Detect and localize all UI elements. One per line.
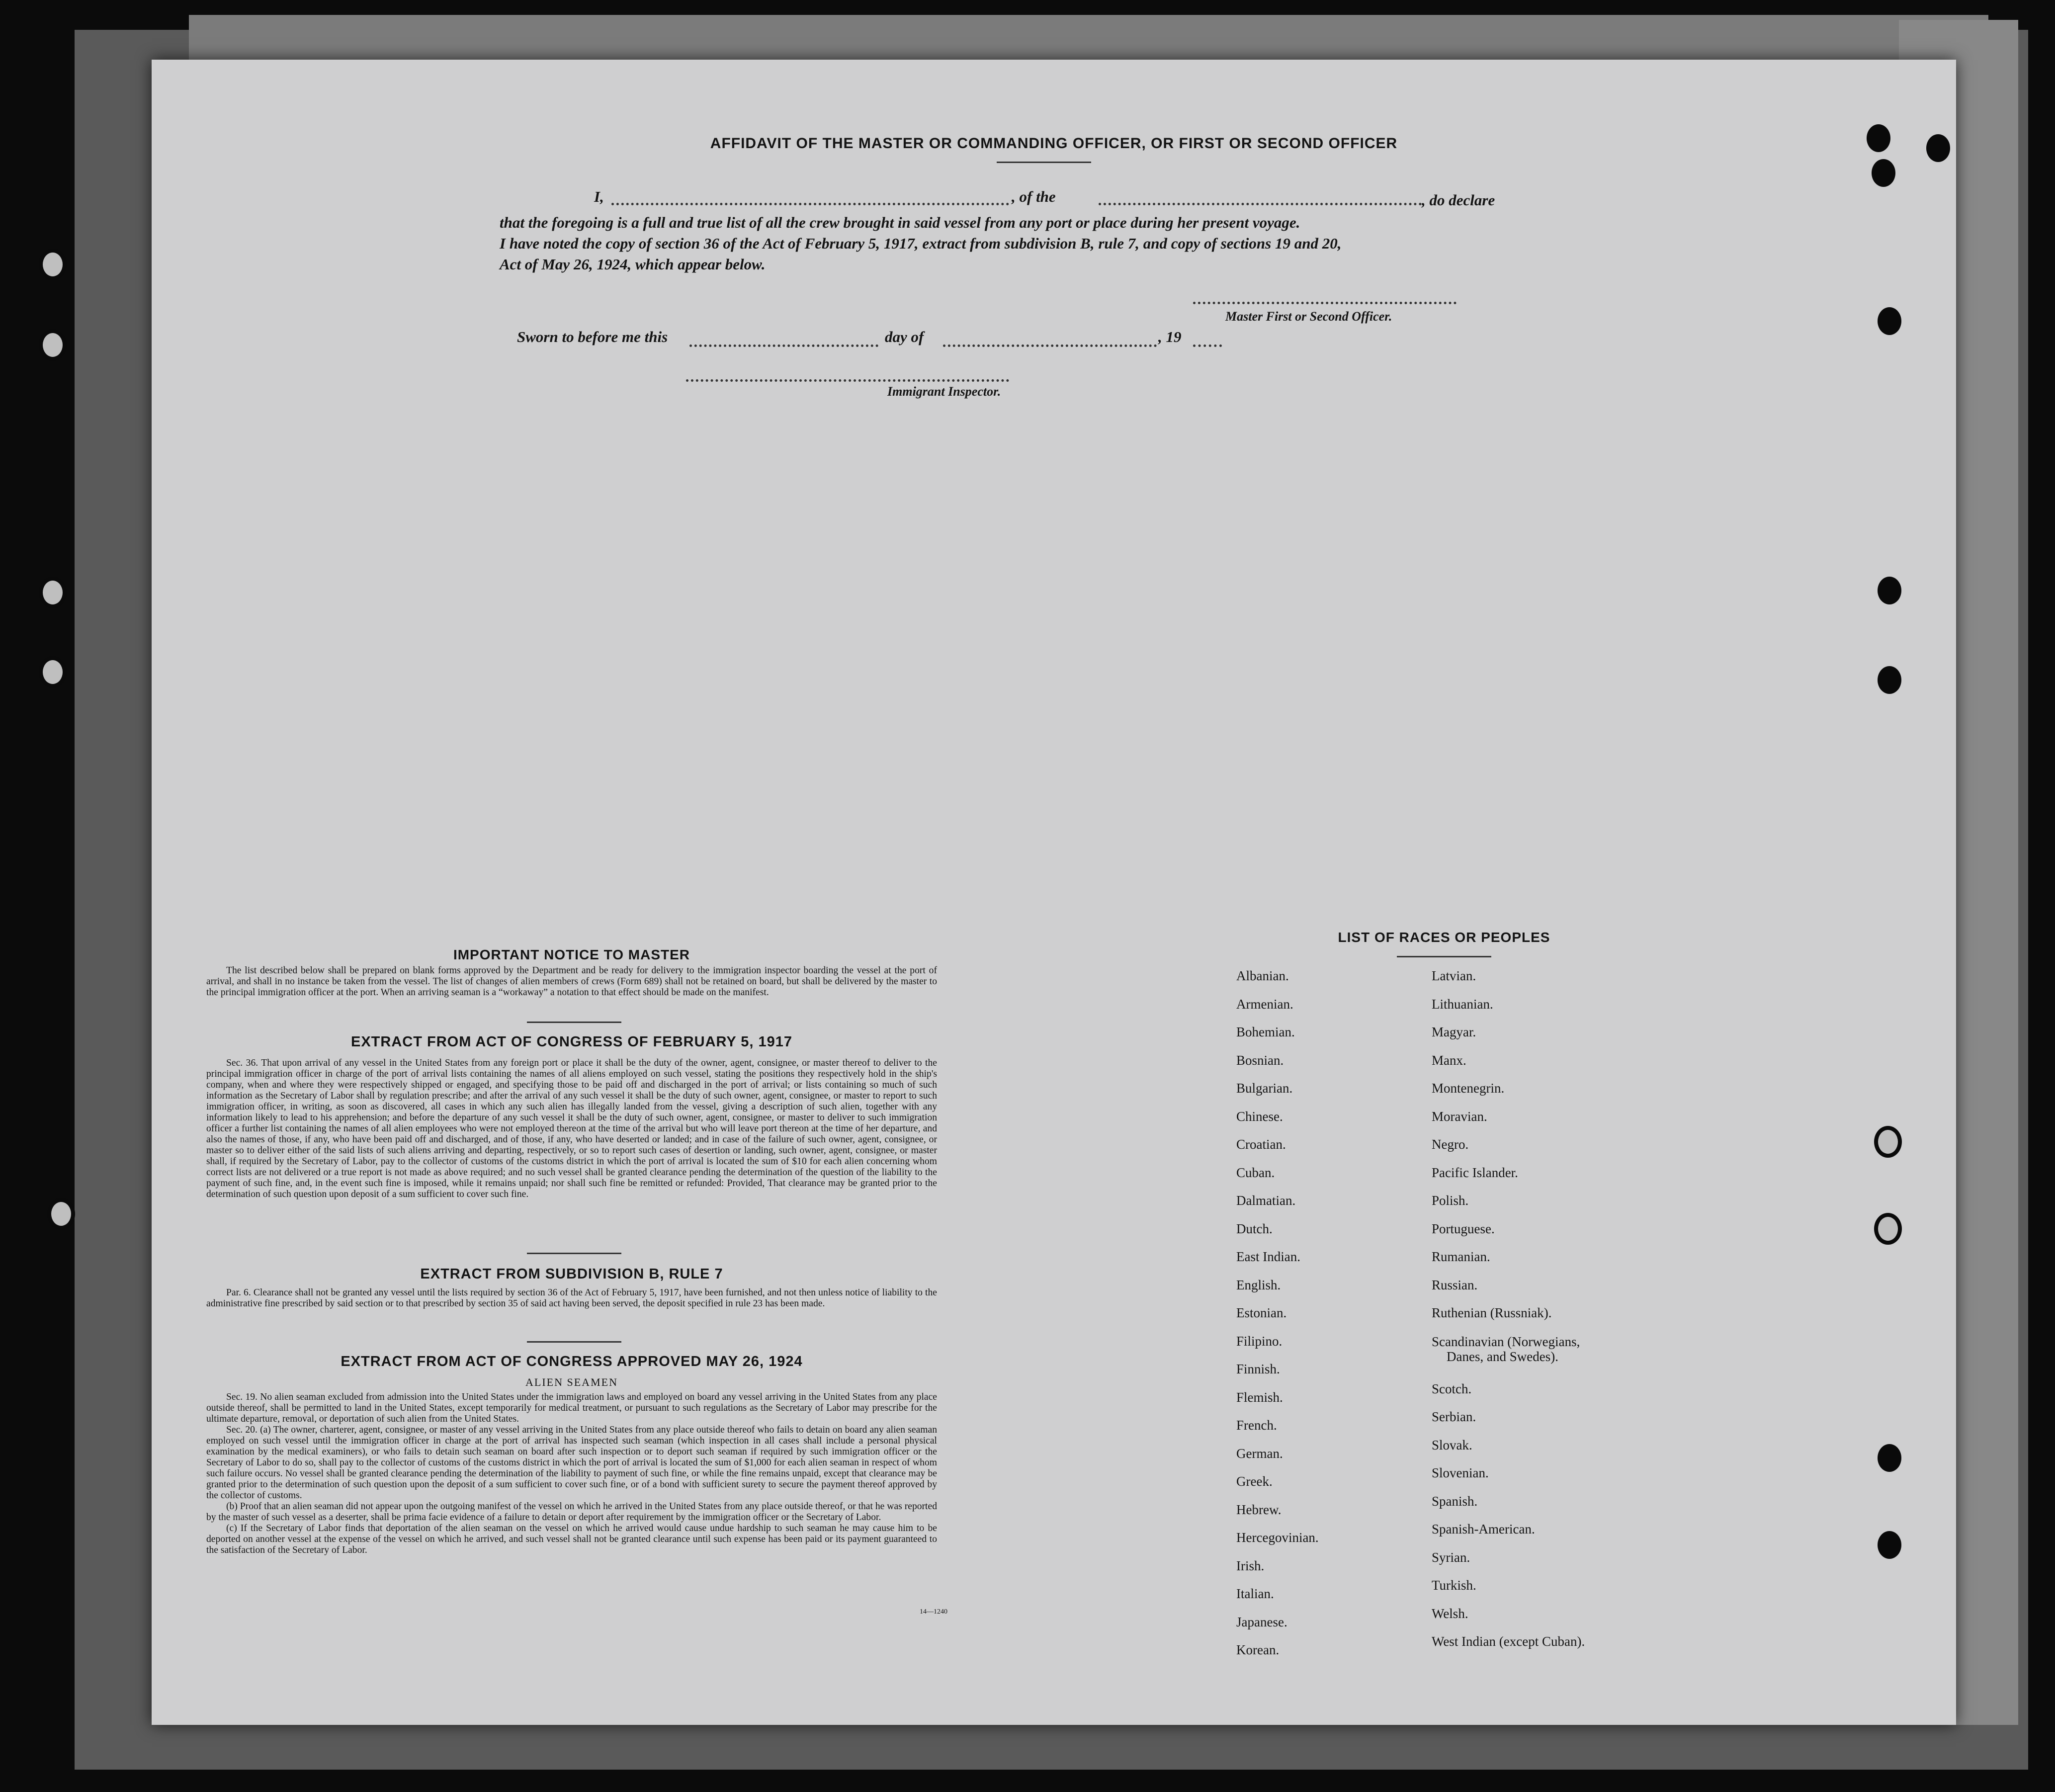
race-item-continued: Danes, and Swedes). [1447,1349,1558,1364]
affidavit-line-4: Act of May 26, 1924, which appear below. [500,256,766,273]
race-item: Japanese. [1236,1614,1287,1629]
race-item: Croatian. [1236,1137,1286,1152]
race-item: East Indian. [1236,1249,1300,1264]
race-item: Korean. [1236,1642,1280,1657]
race-item: Montenegrin. [1432,1081,1505,1096]
race-item: Syrian. [1432,1549,1470,1565]
punch-hole-ring [1874,1126,1902,1158]
race-item: Magyar. [1432,1024,1476,1039]
section-19-paragraph: Sec. 19. No alien seaman excluded from admission into the United States under the immigration laws and employed on board any vessel arriving in the United States from any place outside thereof, shall be permitted to land in the United States, except temporarily for medical treatment, or pursuant to such regulations as the Secretary of Labor may prescribe for the ultimate departure, removal, or deportation of such alien from the United States. [206,1392,937,1424]
divider [527,1022,621,1023]
section-20a-paragraph: Sec. 20. (a) The owner, charterer, agent, consignee, or master of any vessel arriving in the United States from any place outside thereof who fails to detain on board any alien seaman employed on such vessel until the immigration officer in charge at the port of arrival has inspected such seaman (which inspection in all cases shall include a personal physical examination by the medical examiners), or who fails to detain such seaman on board after such inspection or to deport such seaman if required by such immigration officer or the Secretary of Labor to do so, shall pay to the collector of customs of the customs district in which the port of arrival is located the sum of $1,000 for each alien seaman in respect of whom such failure occurs. No vessel shall be granted clearance pending the determination of the liability to payment of such fine, or while the fine remains unpaid, except that clearance may be granted prior to the determination of such question upon the deposit of a sum sufficient to cover such fine, or of a bond with sufficient surety to secure the payment thereof approved by the collector of customs. [206,1425,937,1501]
affidavit-of-label: , of the [1012,188,1056,205]
manifest-back-page [152,60,1956,1725]
alien-seamen-subtitle: ALIEN SEAMEN [525,1376,618,1388]
punch-hole-ring [39,329,67,361]
race-item: Armenian. [1236,996,1293,1012]
race-item: Lithuanian. [1432,996,1493,1012]
affidavit-declare-label: , do declare [1422,191,1495,209]
race-item: Russian. [1432,1277,1478,1292]
divider [997,162,1091,163]
race-item: Bosnian. [1236,1052,1284,1068]
punch-hole [1867,124,1890,152]
race-item: Polish. [1432,1193,1469,1208]
race-item: Hercegovinian. [1236,1530,1319,1545]
race-item: Turkish. [1432,1578,1476,1593]
year-field-line [1193,344,1222,347]
race-item: Scotch. [1432,1381,1472,1396]
notice-text [206,965,937,998]
race-item: Estonian. [1236,1305,1287,1320]
race-item: Latvian. [1432,968,1476,983]
inspector-signature-label: Immigrant Inspector. [887,384,1001,399]
punch-hole [1878,1531,1901,1559]
punch-hole-ring [47,1198,75,1230]
race-item: English. [1236,1277,1281,1292]
race-item: Dalmatian. [1236,1193,1296,1208]
race-item: Cuban. [1236,1165,1275,1180]
race-item: Hebrew. [1236,1502,1282,1517]
divider [527,1253,621,1254]
race-item: Bulgarian. [1236,1081,1293,1096]
races-title: LIST OF RACES OR PEOPLES [1338,930,1550,945]
name-field-line [611,203,1009,205]
divider [1397,956,1491,957]
extract-1924-text [206,1392,937,1556]
punch-hole-ring [39,577,67,608]
race-item: Negro. [1432,1137,1469,1152]
race-item: French. [1236,1418,1277,1433]
race-item: Portuguese. [1432,1221,1495,1236]
affidavit-line-2: that the foregoing is a full and true list of all the crew brought in said vessel from any port or place during her present voyage. [500,214,1300,231]
section-20b-paragraph: (b) Proof that an alien seaman did not appear upon the outgoing manifest of the vessel on which he arrived in the United States from any place outside thereof, or that he was reported by the master of such vessel as a deserter, shall be prima facie evidence of a failure to detain or deport after requirement by the immigration officer or the Secretary of Labor. [206,1501,937,1523]
race-item: Irish. [1236,1558,1265,1573]
month-field-line [943,344,1157,347]
affidavit-line-3: I have noted the copy of section 36 of the Act of February 5, 1917, extract from subdivision B, rule 7, and copy of sections 19 and 20, [500,235,1342,252]
punch-hole-ring [39,249,67,280]
race-item: Chinese. [1236,1109,1283,1124]
punch-hole-ring [1874,1213,1902,1245]
punch-hole [1878,1444,1901,1472]
race-item: West Indian (except Cuban). [1432,1634,1585,1649]
race-item: Flemish. [1236,1389,1283,1405]
rule-7-text [206,1287,937,1309]
extract-1917-text [206,1058,937,1200]
sworn-label: Sworn to before me this [517,328,668,345]
punch-hole [1878,577,1901,604]
section-36-paragraph: Sec. 36. That upon arrival of any vessel in the United States from any foreign port or place it shall be the duty of the owner, agent, consignee, or master thereof to deliver to the principal immigration officer in charge of the port of arrival lists containing the names of all aliens employed on such vessel, stating the positions they respectively hold in the ship's company, when and where they were respectively shipped or engaged, and specifying those to be paid off and discharged in the port of arrival; or lists containing so much of such information as the Secretary of Labor shall by regulation prescribe; and after the arrival of any such vessel it shall be the duty of such owner, agent, consignee, or master to report to such immigration officer, in writing, as soon as discovered, all cases in which any such alien has illegally landed from the vessel, giving a description of such alien, together with any information likely to lead to his apprehension; and before the departure of any such vessel it shall be the duty of such owner, agent, consignee, or master to deliver to such immigration officer a further list containing the names of all alien employees who were not employed thereon at the time of the arrival but who will leave port thereon at the time of her departure, and also the names of those, if any, who have been paid off and discharged, and of those, if any, who have deserted or landed; and in case of the failure of such owner, agent, consignee, or master so to deliver either of the said lists of such aliens arriving and departing, respectively, or so to report such cases of desertion or landing, such owner, agent, consignee, or master shall, if required by the Secretary of Labor, pay to the collector of customs of the customs district in which the port of arrival is located the sum of $10 for each alien concerning whom correct lists are not delivered or a true report is not made as above required; and no such vessel shall be granted clearance pending the determination of the question of the liability to the payment of such fine, and, in the event such fine is imposed, while it remains unpaid; nor shall such fine be remitted or refunded: Provided, That clearance may be granted prior to the determination of such question upon deposit of a sum sufficient to cover such fine. [206,1058,937,1199]
punch-hole [1878,307,1901,335]
race-item: Moravian. [1432,1109,1487,1124]
section-20c-paragraph: (c) If the Secretary of Labor finds that deportation of the alien seaman on the vessel on which he arrived would cause undue hardship to such seaman he may cause him to be deported on another vessel at the expense of the vessel on which he arrived, and such vessel shall not be granted clearance until such expense has been paid or its payment guaranteed to the satisfaction of the Secretary of Labor. [206,1523,937,1555]
day-of-label: day of [885,328,924,345]
race-item: Manx. [1432,1052,1466,1068]
punch-hole [1878,666,1901,694]
race-item: Slovenian. [1432,1465,1489,1480]
races-column-2 [1432,962,1585,1656]
master-signature-line [1193,302,1456,304]
notice-title: IMPORTANT NOTICE TO MASTER [453,947,690,962]
punch-hole-ring [39,656,67,688]
race-item: Spanish. [1432,1493,1478,1509]
divider [527,1341,621,1343]
punch-hole [1926,134,1950,162]
races-column-1 [1236,962,1319,1664]
race-item: German. [1236,1446,1283,1461]
race-item: Welsh. [1432,1606,1468,1621]
day-field-line [689,344,878,347]
race-item: Dutch. [1236,1221,1273,1236]
form-number: 14—1240 [920,1608,947,1616]
vessel-field-line [1099,203,1422,205]
race-item: Rumanian. [1432,1249,1490,1264]
race-item: Bohemian. [1236,1024,1295,1039]
race-item: Pacific Islander. [1432,1165,1518,1180]
extract-1924-title: EXTRACT FROM ACT OF CONGRESS APPROVED MAY 26, 1924 [341,1354,803,1369]
affidavit-title: AFFIDAVIT OF THE MASTER OR COMMANDING OFFICER, OR FIRST OR SECOND OFFICER [710,135,1398,152]
race-item: Finnish. [1236,1362,1280,1376]
race-item: Filipino. [1236,1333,1283,1349]
race-item: Slovak. [1432,1437,1472,1452]
extract-1917-title: EXTRACT FROM ACT OF CONGRESS OF FEBRUARY 5, 1917 [350,1034,793,1050]
affidavit-i-label: I, [594,188,604,205]
inspector-signature-line [686,379,1009,382]
punch-hole [1872,159,1895,187]
notice-paragraph: The list described below shall be prepared on blank forms approved by the Department and be ready for delivery to the immigration inspector boarding the vessel at the port of arrival, and shall in no instance be taken from the vessel. The list of changes of alien members of crews (Form 689) shall not be retained on board, but shall be delivered by the master to the principal immigration officer at the port. When an arriving seaman is a “workaway” a notation to that effect should be made on the manifest. [206,965,937,998]
race-item: Spanish-American. [1432,1522,1535,1536]
paragraph-6: Par. 6. Clearance shall not be granted any vessel until the lists required by section 36 of the Act of February 5, 1917, have been furnished, and not then unless notice of liability to the administrative fine prescribed by said section or to that prescribed by section 35 of said act having been served, the deposit specified in rule 23 has been made. [206,1287,937,1309]
race-item: Greek. [1236,1474,1273,1489]
race-item: Serbian. [1432,1409,1476,1424]
race-item: Ruthenian (Russniak). [1432,1305,1552,1320]
year-label: , 19 [1158,328,1182,345]
master-signature-label: Master First or Second Officer. [1225,309,1392,324]
rule-7-title: EXTRACT FROM SUBDIVISION B, RULE 7 [420,1266,723,1282]
race-item: Scandinavian (Norwegians, [1432,1334,1580,1349]
race-item: Albanian. [1236,968,1289,983]
race-item: Italian. [1236,1586,1274,1601]
